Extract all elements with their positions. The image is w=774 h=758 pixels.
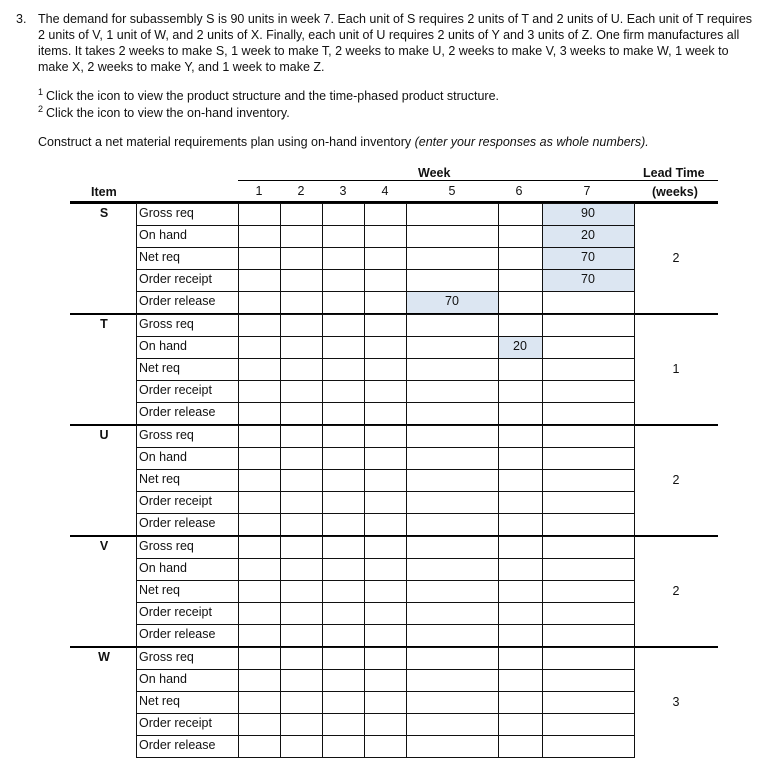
mrp-input-cell[interactable] (280, 203, 323, 226)
mrp-input-cell[interactable] (280, 536, 323, 559)
mrp-input-cell[interactable] (322, 447, 365, 470)
mrp-input-cell[interactable] (364, 336, 407, 359)
mrp-input-cell[interactable] (322, 536, 365, 559)
row-label: Net req (139, 250, 180, 264)
mrp-input-cell[interactable] (238, 291, 281, 314)
mrp-given-value: 20 (581, 228, 595, 242)
mrp-input-cell[interactable] (498, 491, 543, 514)
mrp-input-cell[interactable] (364, 713, 407, 736)
mrp-input-cell[interactable] (406, 735, 499, 758)
mrp-input-cell[interactable] (322, 203, 365, 226)
mrp-input-cell[interactable] (498, 580, 543, 603)
mrp-input-cell[interactable] (322, 291, 365, 314)
week-label-1: 1 (255, 184, 263, 198)
mrp-input-cell[interactable] (498, 469, 543, 492)
row-label: Net req (139, 361, 180, 375)
mrp-input-cell[interactable] (364, 358, 407, 381)
mrp-input-cell[interactable] (406, 602, 499, 625)
mrp-input-cell[interactable] (364, 380, 407, 403)
mrp-input-cell[interactable] (322, 425, 365, 448)
mrp-input-cell[interactable] (322, 669, 365, 692)
instruction-hint: (enter your responses as whole numbers). (414, 135, 649, 149)
mrp-input-cell[interactable] (238, 491, 281, 514)
row-label: On hand (139, 672, 187, 686)
mrp-input-cell[interactable] (322, 336, 365, 359)
mrp-input-cell[interactable] (322, 602, 365, 625)
mrp-input-cell[interactable] (498, 558, 543, 581)
mrp-input-cell[interactable] (364, 447, 407, 470)
mrp-input-cell[interactable] (542, 713, 635, 736)
mrp-input-cell[interactable] (406, 247, 499, 270)
mrp-input-cell[interactable] (280, 402, 323, 425)
mrp-input-cell[interactable] (280, 291, 323, 314)
mrp-input-cell[interactable] (364, 402, 407, 425)
mrp-input-cell[interactable] (280, 602, 323, 625)
mrp-input-cell[interactable] (280, 647, 323, 670)
mrp-input-cell[interactable] (542, 314, 635, 337)
mrp-input-cell[interactable] (238, 735, 281, 758)
mrp-input-cell[interactable] (542, 336, 635, 359)
mrp-input-cell[interactable] (498, 225, 543, 248)
lead-time-t: 1 (672, 362, 680, 376)
mrp-input-cell[interactable] (542, 358, 635, 381)
mrp-input-cell[interactable] (498, 647, 543, 670)
mrp-input-cell[interactable] (238, 402, 281, 425)
mrp-input-cell[interactable] (498, 513, 543, 536)
mrp-input-cell[interactable] (322, 247, 365, 270)
mrp-input-cell[interactable] (364, 602, 407, 625)
mrp-input-cell[interactable] (322, 402, 365, 425)
row-label: Order receipt (139, 716, 212, 730)
week-label-3: 3 (339, 184, 347, 198)
item-name-u: U (99, 428, 109, 442)
lead-time-u: 2 (672, 473, 680, 487)
question-number: 3. (16, 12, 27, 26)
mrp-input-cell[interactable] (498, 402, 543, 425)
mrp-input-cell[interactable] (406, 669, 499, 692)
mrp-input-cell[interactable] (364, 247, 407, 270)
mrp-input-cell[interactable] (406, 624, 499, 647)
note-on-hand[interactable] (38, 106, 290, 120)
mrp-input-cell[interactable] (238, 691, 281, 714)
mrp-input-cell[interactable] (364, 469, 407, 492)
mrp-input-cell[interactable] (364, 647, 407, 670)
note-product-structure[interactable] (38, 89, 499, 103)
mrp-input-cell[interactable] (322, 225, 365, 248)
mrp-input-cell[interactable] (498, 691, 543, 714)
mrp-input-cell[interactable] (406, 536, 499, 559)
row-label: Net req (139, 472, 180, 486)
mrp-input-cell[interactable] (364, 624, 407, 647)
mrp-input-cell[interactable] (542, 513, 635, 536)
mrp-input-cell[interactable] (542, 491, 635, 514)
mrp-input-cell[interactable] (406, 713, 499, 736)
row-label: Order receipt (139, 605, 212, 619)
question-text: The demand for subassembly S is 90 units in week 7. Each unit of S requires 2 units of T and 2 units of U. Each unit of T requires 2 units of V, 1 unit of W, and 2 units of X. Finally, each unit of U requires 2 units of Y and 3 units of Z. One firm manufactures all items. It takes 2 weeks to make S, 1 week to make T, 2 weeks to make U, 2 weeks to make V, 3 weeks to make W, 1 week to make X, 2 weeks to make Y, and 1 week to make Z. (38, 12, 753, 74)
row-label: Net req (139, 694, 180, 708)
mrp-input-cell[interactable] (364, 203, 407, 226)
mrp-input-cell[interactable] (280, 425, 323, 448)
mrp-input-cell[interactable] (238, 425, 281, 448)
mrp-input-cell[interactable] (542, 647, 635, 670)
row-label: Order receipt (139, 272, 212, 286)
mrp-input-cell[interactable] (406, 647, 499, 670)
mrp-given-value: 20 (513, 339, 527, 353)
mrp-input-cell[interactable] (322, 558, 365, 581)
instruction (38, 135, 649, 149)
row-label: On hand (139, 228, 187, 242)
row-label: Gross req (139, 650, 194, 664)
mrp-input-cell[interactable] (238, 447, 281, 470)
mrp-input-cell[interactable] (542, 624, 635, 647)
lead-time-v: 2 (672, 584, 680, 598)
week-header-rule (238, 180, 718, 181)
mrp-input-cell[interactable] (238, 247, 281, 270)
mrp-input-cell[interactable] (238, 713, 281, 736)
mrp-input-cell[interactable] (238, 624, 281, 647)
mrp-input-cell[interactable] (406, 336, 499, 359)
week-label-2: 2 (297, 184, 305, 198)
mrp-input-cell[interactable] (406, 580, 499, 603)
row-label: Gross req (139, 539, 194, 553)
footnote-marker: 1 (38, 87, 44, 97)
mrp-input-cell[interactable] (406, 225, 499, 248)
lead-time-s: 2 (672, 251, 680, 265)
mrp-input-cell[interactable] (498, 380, 543, 403)
mrp-input-cell[interactable] (542, 691, 635, 714)
mrp-input-cell[interactable] (364, 269, 407, 292)
item-header: Item (91, 185, 117, 199)
mrp-input-cell[interactable] (280, 314, 323, 337)
mrp-given-value: 70 (445, 294, 459, 308)
mrp-input-cell[interactable] (238, 269, 281, 292)
mrp-input-cell[interactable] (280, 513, 323, 536)
mrp-input-cell[interactable] (238, 380, 281, 403)
row-label: Gross req (139, 428, 194, 442)
row-label: On hand (139, 561, 187, 575)
week-label-4: 4 (381, 184, 389, 198)
mrp-input-cell[interactable] (498, 536, 543, 559)
mrp-input-cell[interactable] (238, 469, 281, 492)
mrp-input-cell[interactable] (498, 602, 543, 625)
mrp-input-cell[interactable] (280, 247, 323, 270)
mrp-input-cell[interactable] (498, 203, 543, 226)
mrp-given-value: 70 (581, 250, 595, 264)
mrp-input-cell[interactable] (322, 314, 365, 337)
note-text: Click the icon to view the on-hand inventory. (46, 106, 290, 120)
mrp-input-cell[interactable] (542, 602, 635, 625)
row-label: Gross req (139, 317, 194, 331)
mrp-input-cell[interactable] (280, 380, 323, 403)
mrp-input-cell[interactable] (322, 469, 365, 492)
mrp-input-cell[interactable] (406, 469, 499, 492)
mrp-input-cell[interactable] (498, 314, 543, 337)
mrp-input-cell[interactable] (364, 558, 407, 581)
mrp-input-cell[interactable] (280, 358, 323, 381)
mrp-input-cell[interactable] (280, 580, 323, 603)
mrp-input-cell[interactable] (406, 402, 499, 425)
mrp-input-cell[interactable] (542, 402, 635, 425)
mrp-input-cell[interactable] (280, 713, 323, 736)
mrp-input-cell[interactable] (238, 580, 281, 603)
mrp-input-cell[interactable] (542, 558, 635, 581)
mrp-input-cell[interactable] (542, 380, 635, 403)
mrp-input-cell[interactable] (406, 447, 499, 470)
mrp-input-cell[interactable] (542, 447, 635, 470)
mrp-input-cell[interactable] (406, 491, 499, 514)
week-header: Week (418, 166, 451, 180)
mrp-input-cell[interactable] (498, 291, 543, 314)
mrp-input-cell[interactable] (322, 269, 365, 292)
row-label: Order release (139, 516, 216, 530)
note-text: Click the icon to view the product structure and the time-phased product structure. (46, 89, 500, 103)
mrp-input-cell[interactable] (364, 291, 407, 314)
mrp-input-cell[interactable] (498, 624, 543, 647)
row-label: On hand (139, 450, 187, 464)
mrp-input-cell[interactable] (322, 580, 365, 603)
mrp-input-cell[interactable] (498, 269, 543, 292)
mrp-input-cell[interactable] (238, 203, 281, 226)
mrp-input-cell[interactable] (280, 735, 323, 758)
item-name-w: W (98, 650, 110, 664)
mrp-input-cell[interactable] (322, 735, 365, 758)
mrp-input-cell[interactable] (238, 513, 281, 536)
mrp-input-cell[interactable] (238, 669, 281, 692)
mrp-input-cell[interactable] (498, 713, 543, 736)
mrp-input-cell[interactable] (364, 691, 407, 714)
row-label: Order release (139, 294, 216, 308)
mrp-input-cell[interactable] (542, 669, 635, 692)
mrp-input-cell[interactable] (322, 513, 365, 536)
mrp-input-cell[interactable] (280, 691, 323, 714)
mrp-input-cell[interactable] (406, 513, 499, 536)
row-label: Order receipt (139, 383, 212, 397)
mrp-input-cell[interactable] (364, 669, 407, 692)
mrp-input-cell[interactable] (364, 580, 407, 603)
mrp-input-cell[interactable] (406, 358, 499, 381)
mrp-input-cell[interactable] (322, 491, 365, 514)
mrp-input-cell[interactable] (364, 491, 407, 514)
mrp-given-value: 70 (581, 272, 595, 286)
week-label-5: 5 (448, 184, 456, 198)
mrp-input-cell[interactable] (364, 536, 407, 559)
mrp-input-cell[interactable] (542, 291, 635, 314)
row-label: Order release (139, 405, 216, 419)
instruction-text: Construct a net material requirements plan using on-hand inventory (38, 135, 415, 149)
mrp-input-cell[interactable] (364, 513, 407, 536)
mrp-input-cell[interactable] (542, 469, 635, 492)
mrp-input-cell[interactable] (280, 669, 323, 692)
mrp-input-cell[interactable] (280, 558, 323, 581)
mrp-input-cell[interactable] (542, 735, 635, 758)
mrp-input-cell[interactable] (322, 624, 365, 647)
mrp-input-cell[interactable] (498, 669, 543, 692)
mrp-input-cell[interactable] (542, 536, 635, 559)
mrp-input-cell[interactable] (406, 380, 499, 403)
mrp-input-cell[interactable] (406, 691, 499, 714)
mrp-input-cell[interactable] (498, 358, 543, 381)
mrp-input-cell[interactable] (322, 647, 365, 670)
mrp-input-cell[interactable] (238, 314, 281, 337)
mrp-input-cell[interactable] (406, 425, 499, 448)
mrp-input-cell[interactable] (364, 314, 407, 337)
item-name-s: S (99, 206, 109, 220)
row-label: Gross req (139, 206, 194, 220)
mrp-input-cell[interactable] (542, 425, 635, 448)
mrp-input-cell[interactable] (364, 735, 407, 758)
mrp-input-cell[interactable] (406, 203, 499, 226)
item-name-t: T (100, 317, 108, 331)
mrp-input-cell[interactable] (280, 225, 323, 248)
mrp-input-cell[interactable] (238, 536, 281, 559)
week-label-6: 6 (515, 184, 523, 198)
mrp-input-cell[interactable] (498, 735, 543, 758)
mrp-input-cell[interactable] (280, 336, 323, 359)
row-label: Order release (139, 738, 216, 752)
mrp-input-cell[interactable] (280, 269, 323, 292)
mrp-input-cell[interactable] (280, 491, 323, 514)
mrp-input-cell[interactable] (364, 225, 407, 248)
row-label: Net req (139, 583, 180, 597)
lead-time-unit: (weeks) (652, 185, 698, 199)
mrp-input-cell[interactable] (238, 358, 281, 381)
mrp-input-cell[interactable] (238, 336, 281, 359)
row-label: Order receipt (139, 494, 212, 508)
mrp-input-cell[interactable] (280, 469, 323, 492)
mrp-input-cell[interactable] (542, 580, 635, 603)
mrp-input-cell[interactable] (406, 269, 499, 292)
mrp-given-value: 90 (581, 206, 595, 220)
mrp-input-cell[interactable] (280, 447, 323, 470)
row-label: On hand (139, 339, 187, 353)
mrp-input-cell[interactable] (498, 447, 543, 470)
mrp-input-cell[interactable] (406, 558, 499, 581)
row-label: Order release (139, 627, 216, 641)
mrp-input-cell[interactable] (322, 380, 365, 403)
mrp-input-cell[interactable] (498, 247, 543, 270)
week-label-7: 7 (583, 184, 591, 198)
mrp-input-cell[interactable] (238, 602, 281, 625)
item-name-v: V (99, 539, 109, 553)
mrp-input-cell[interactable] (406, 314, 499, 337)
mrp-input-cell[interactable] (238, 225, 281, 248)
mrp-input-cell[interactable] (322, 358, 365, 381)
mrp-input-cell[interactable] (364, 425, 407, 448)
lead-time-w: 3 (672, 695, 680, 709)
mrp-input-cell[interactable] (238, 647, 281, 670)
mrp-input-cell[interactable] (280, 624, 323, 647)
mrp-input-cell[interactable] (498, 425, 543, 448)
mrp-input-cell[interactable] (322, 713, 365, 736)
mrp-input-cell[interactable] (238, 558, 281, 581)
lead-time-header: Lead Time (643, 166, 705, 180)
mrp-input-cell[interactable] (322, 691, 365, 714)
footnote-marker: 2 (38, 104, 44, 114)
